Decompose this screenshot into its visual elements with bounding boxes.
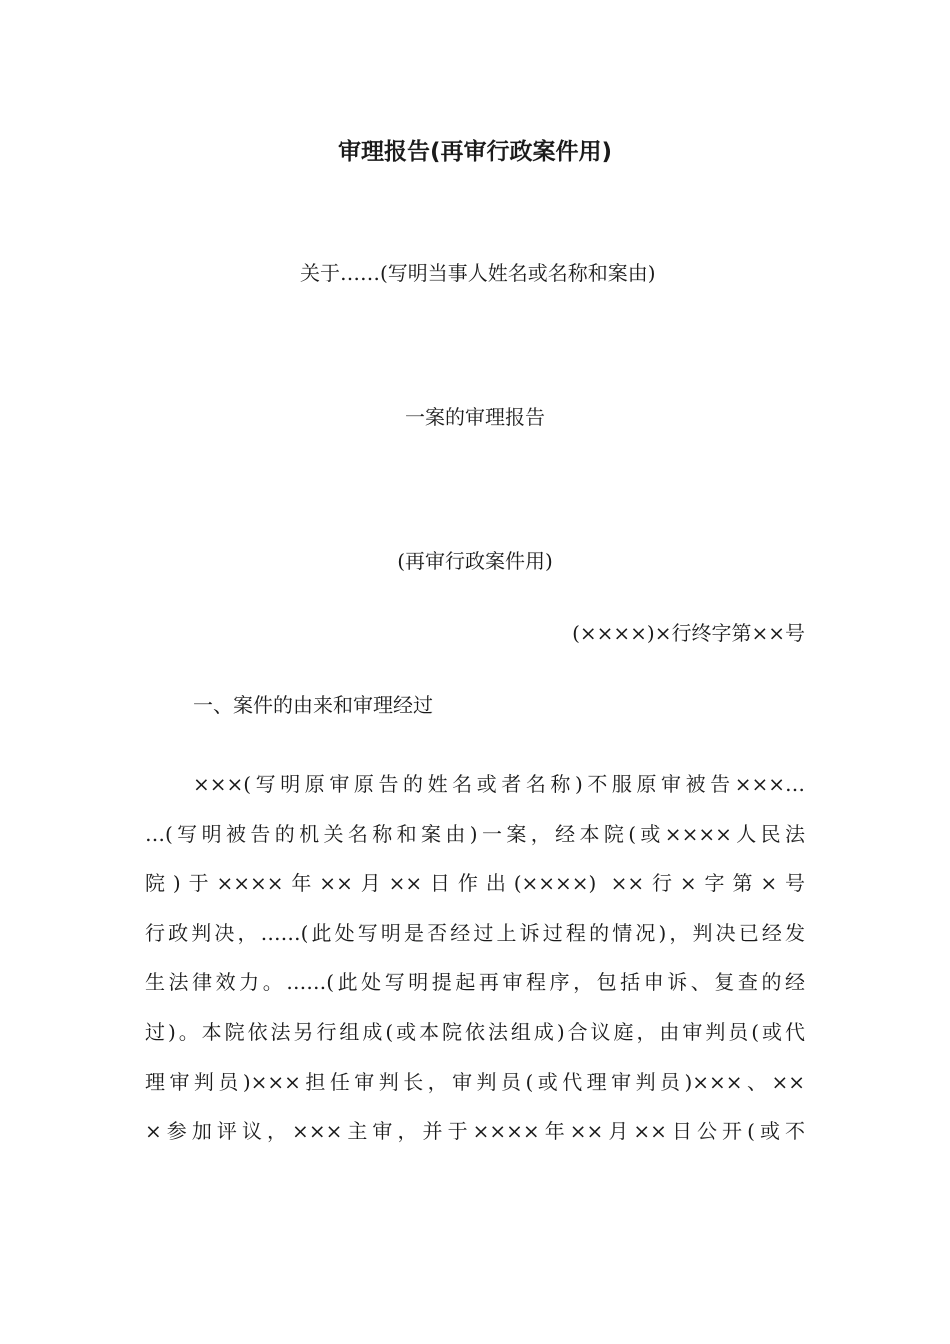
paragraph-line: 生法律效力。……(此处写明提起再审程序，包括申诉、复查的经	[145, 970, 805, 995]
usage-subtitle: (再审行政案件用)	[397, 549, 553, 573]
paragraph-line: 过)。本院依法另行组成(或本院依法组成)合议庭，由审判员(或代	[145, 1019, 805, 1044]
paragraph-line: …(写明被告的机关名称和案由)一案，经本院(或××××人民法	[145, 821, 805, 846]
paragraph-line: 理审判员)×××担任审判长，审判员(或代理审判员)×××、××	[145, 1069, 805, 1094]
section-heading: 一、案件的由来和审理经过	[193, 693, 433, 717]
section-paragraph	[145, 760, 805, 1157]
document-title: 审理报告(再审行政案件用)	[337, 139, 613, 165]
paragraph-line: ×参加评议，×××主审，并于××××年××月××日公开(或不	[145, 1119, 805, 1144]
about-line: 关于……(写明当事人姓名或名称和案由)	[300, 261, 656, 285]
paragraph-line: ×××(写明原审原告的姓名或者名称)不服原审被告×××…	[193, 772, 805, 796]
paragraph-line: 院)于××××年××月××日作出(××××) ××行×字第×号	[145, 871, 805, 896]
paragraph-line: 行政判决，……(此处写明是否经过上诉过程的情况)，判决已经发	[145, 920, 805, 945]
document-number: (××××)×行终字第××号	[572, 621, 805, 645]
case-subtitle: 一案的审理报告	[405, 405, 545, 429]
